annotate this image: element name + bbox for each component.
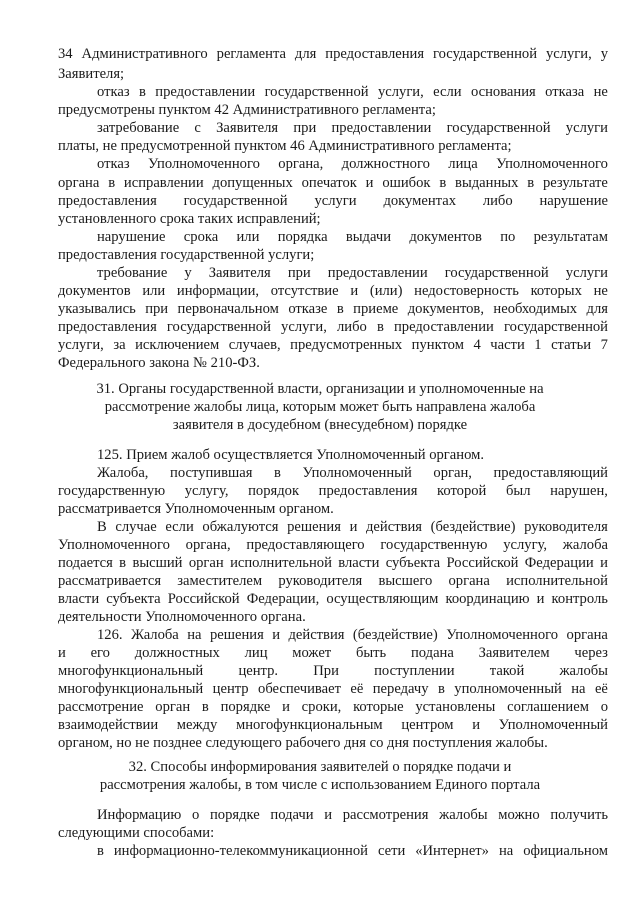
text-line: Уполномоченного органа, предоставляющего государственную услугу, жалоба — [58, 537, 608, 553]
text-line: затребование с Заявителя при предоставлении государственной услуги — [97, 120, 608, 136]
text-line: предоставления государственной услуги, либо в предоставлении государственной — [58, 319, 608, 335]
text-line: предусмотрены пунктом 42 Административного регламента; — [58, 102, 436, 118]
text-line: платы, не предусмотренной пунктом 46 Административного регламента; — [58, 138, 512, 154]
text-line: документов или информации, отсутствие и (или) недостоверность которых не — [58, 283, 608, 299]
text-line: государственную услугу, порядок предоставления которой был нарушен, — [58, 483, 608, 499]
text-line: отказ Уполномоченного органа, должностного лица Уполномоченного — [97, 156, 608, 172]
text-line: требование у Заявителя при предоставлении государственной услуги — [97, 265, 608, 281]
section-heading-31: 31. Органы государственной власти, организации и уполномоченные на — [96, 381, 544, 397]
text-line: В случае если обжалуются решения и действия (бездействие) руководителя — [97, 519, 608, 535]
text-line: установленного срока таких исправлений; — [58, 211, 321, 227]
text-line: предоставления государственной услуги; — [58, 247, 315, 263]
text-line: Информацию о порядке подачи и рассмотрения жалобы можно получить — [97, 807, 608, 823]
text-line: 34 Административного регламента для предоставления государственной услуги, у — [58, 46, 608, 62]
text-line: подается в высший орган исполнительной власти субъекта Российской Федерации и — [58, 555, 608, 571]
text-line: деятельности Уполномоченного органа. — [58, 609, 306, 625]
text-line: отказ в предоставлении государственной услуги, если основания отказа не — [97, 84, 608, 100]
section-heading-31: рассмотрение жалобы лица, которым может быть направлена жалоба — [104, 399, 536, 415]
text-line: указывались при первоначальном отказе в приеме документов, необходимых для — [58, 301, 608, 317]
text-line: и его должностных лиц может быть подана Заявителем через — [58, 645, 608, 661]
text-line: взаимодействии между многофункциональным центром и Уполномоченный — [58, 717, 608, 733]
text-line: органом, но не позднее следующего рабочего дня со дня поступления жалобы. — [58, 735, 548, 751]
text-line: Заявителя; — [58, 66, 125, 82]
text-line: услуги, за исключением случаев, предусмотренных пунктом 4 части 1 статьи 7 — [58, 337, 608, 353]
text-line: следующими способами: — [58, 825, 215, 841]
text-line: 126. Жалоба на решения и действия (бездействие) Уполномоченного органа — [97, 627, 608, 643]
text-line: власти субъекта Российской Федерации, осуществляющим координацию и контроль — [58, 591, 608, 607]
section-heading-32: 32. Способы информирования заявителей о порядке подачи и — [128, 759, 512, 775]
text-line: многофункциональный центр. При поступлении такой жалобы — [58, 663, 608, 679]
text-line: Федерального закона № 210-ФЗ. — [58, 355, 260, 371]
text-line: органа в исправлении допущенных опечаток и ошибок в выданных в результате — [58, 175, 608, 191]
text-line: 125. Прием жалоб осуществляется Уполномоченный органом. — [97, 447, 484, 463]
text-line: нарушение срока или порядка выдачи документов по результатам — [97, 229, 608, 245]
text-line: Жалоба, поступившая в Уполномоченный орган, предоставляющий — [97, 465, 608, 481]
text-line: в информационно-телекоммуникационной сети «Интернет» на официальном — [97, 843, 608, 859]
text-line: рассматривается заместителем руководителя высшего органа исполнительной — [58, 573, 608, 589]
text-line: многофункциональный центр обеспечивает её передачу в уполномоченный на её — [58, 681, 608, 697]
section-heading-31: заявителя в досудебном (внесудебном) порядке — [172, 417, 468, 433]
text-line: рассмотрение орган в порядке и сроки, которые установлены соглашением о — [58, 699, 608, 715]
text-line: рассматривается Уполномоченным органом. — [58, 501, 334, 517]
text-line: предоставления государственной услуги документах либо нарушение — [58, 193, 608, 209]
section-heading-32: рассмотрения жалобы, в том числе с использованием Единого портала — [99, 777, 541, 793]
